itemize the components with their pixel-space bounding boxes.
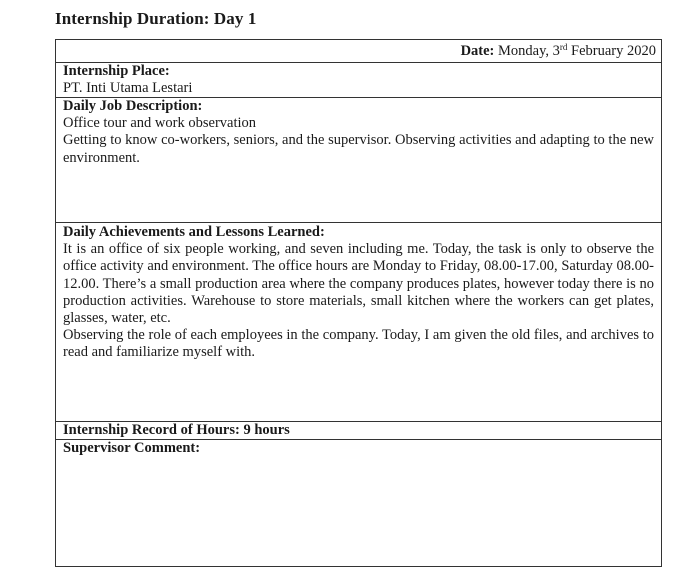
internship-log-table [55,39,662,567]
date-label: Date: [460,43,495,59]
date-row [56,40,661,62]
date-month-year: February 2020 [571,43,656,59]
job-line-2: Getting to know co-workers, seniors, and the supervisor. Observing activities and adapting to the new environment. [63,132,654,166]
job-label: Daily Job Description: [63,98,203,114]
date-suffix: rd [559,42,568,52]
supervisor-section [56,440,661,560]
page-title: Internship Duration: Day 1 [55,9,257,28]
hours-label: Internship Record of Hours: 9 hours [63,422,290,438]
achievements-paragraph-1: It is an office of six people working, and seven including me. Today, the task is only to observe the office activity and environment. The office hours are Monday to Friday, 08.00-17.00, Saturday 08.00-12.00. There’s a small production area where the company produces plates, however today there is no production activities. Warehouse to store materials, small kitchen where the workers can get plates, glasses, water, etc. [63,241,654,327]
date-day: Monday, 3 [498,43,560,59]
supervisor-label: Supervisor Comment: [63,440,201,456]
achievements-label: Daily Achievements and Lessons Learned: [63,224,325,240]
divider [56,222,661,223]
hours-section [56,422,661,439]
place-value: PT. Inti Utama Lestari [63,80,193,97]
job-section [56,98,661,222]
achievements-paragraph-2: Observing the role of each employees in the company. Today, I am given the old files, and archives to read and familiarize myself with. [63,327,654,361]
job-line-1: Office tour and work observation [63,115,257,132]
achievements-section [56,224,661,420]
place-label: Internship Place: [63,63,170,79]
place-section [56,63,661,97]
